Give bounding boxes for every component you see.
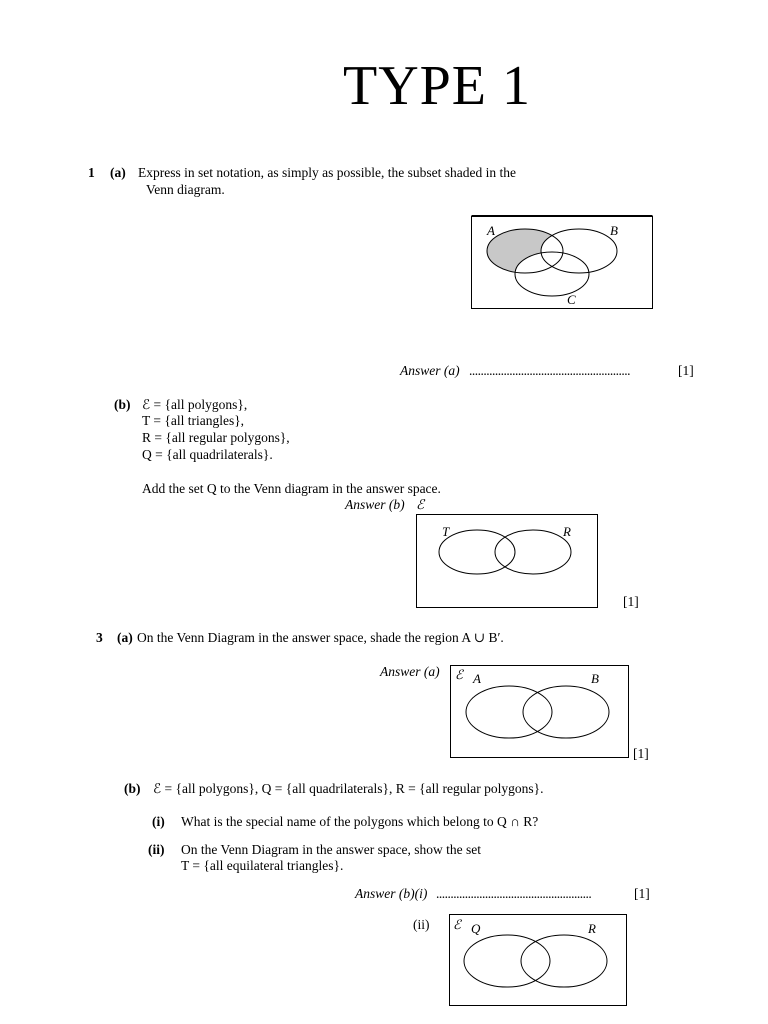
q1a-text-line1: Express in set notation, as simply as possible, the subset shaded in the (138, 165, 516, 180)
q3b-mark: [1] (634, 886, 650, 901)
label-c: C (567, 292, 576, 307)
q1b-label: (b) (114, 397, 131, 412)
q3a-venn-diagram[interactable] (450, 665, 630, 759)
q3b-ii-text-line2: T = {all equilateral triangles}. (181, 858, 344, 873)
page-title: TYPE 1 (343, 55, 531, 117)
q3a-text: On the Venn Diagram in the answer space, shade the region A ∪ B′. (137, 630, 504, 645)
q3a-answer-label: Answer (a) (380, 664, 440, 679)
q3b-ii-text-line1: On the Venn Diagram in the answer space, show the set (181, 842, 482, 857)
q3-number: 3 (96, 630, 103, 645)
q3a-mark: [1] (633, 746, 649, 761)
q3b-answer-label: Answer (b)(i) (355, 886, 428, 901)
q3b-sets: ℰ = {all polygons}, Q = {all quadrilaterals}, R = {all regular polygons}. (153, 781, 544, 796)
q3b-answer-line[interactable]: ...................................................... (436, 886, 592, 901)
q1b-set-universal: ℰ = {all polygons}, (142, 397, 248, 412)
label-b: B (591, 671, 599, 686)
q1b-set-q: Q = {all quadrilaterals}. (142, 447, 273, 462)
circle-a (466, 686, 552, 738)
q3a-label: (a) (117, 630, 133, 645)
q1b-set-t: T = {all triangles}, (142, 413, 245, 428)
circle-t (439, 530, 515, 574)
q1a-text-line2: Venn diagram. (146, 182, 225, 197)
q1a-label: (a) (110, 165, 126, 180)
q3b-ii-label: (ii) (148, 842, 165, 857)
q3b-i-label: (i) (152, 814, 165, 829)
label-a: A (473, 671, 481, 686)
q1a-mark: [1] (678, 363, 694, 378)
q1a-venn-diagram (471, 215, 654, 310)
label-a: A (487, 223, 495, 238)
universal-symbol: ℰ (453, 917, 461, 932)
q1a-answer-line[interactable]: ........................................................ (469, 363, 630, 378)
q3b-ii-marker: (ii) (413, 917, 430, 932)
q1b-mark: [1] (623, 594, 639, 609)
q1b-instruction: Add the set Q to the Venn diagram in the answer space. (142, 481, 441, 496)
label-t: T (442, 524, 450, 539)
label-b: B (610, 223, 618, 238)
circle-q (464, 935, 550, 987)
label-r: R (588, 921, 596, 936)
label-r: R (563, 524, 571, 539)
universal-symbol: ℰ (455, 667, 463, 682)
q1a-answer-label: Answer (a) (400, 363, 460, 378)
q1b-set-r: R = {all regular polygons}, (142, 430, 290, 445)
q3b-i-text: What is the special name of the polygons which belong to Q ∩ R? (181, 814, 539, 829)
q1b-venn-diagram[interactable] (416, 514, 599, 609)
q3b-venn-diagram[interactable] (449, 914, 629, 1008)
q3b-label: (b) (124, 781, 141, 796)
circle-r (521, 935, 607, 987)
q1b-universal-symbol: ℰ (416, 497, 425, 512)
q1-number: 1 (88, 165, 95, 180)
circle-b (523, 686, 609, 738)
q1b-answer-label: Answer (b) (345, 497, 405, 512)
label-q: Q (471, 921, 481, 936)
circle-r (495, 530, 571, 574)
